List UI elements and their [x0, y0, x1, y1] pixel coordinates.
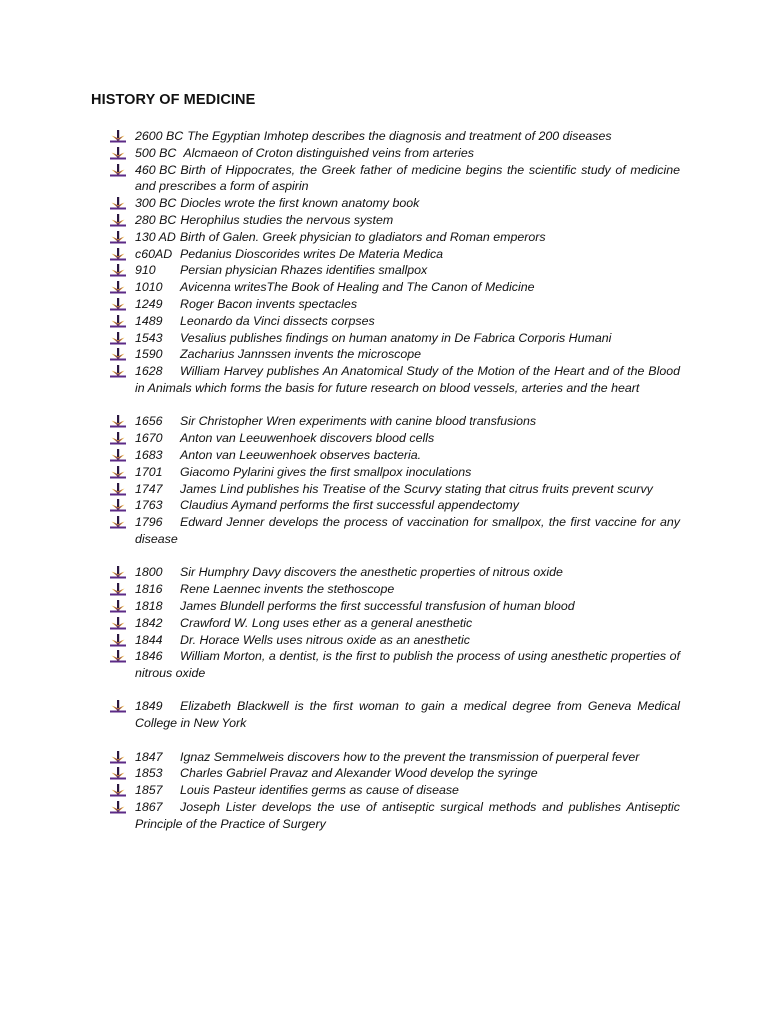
item-text: William Harvey publishes An Anatomical Study of the Motion of the Heart and of the Blood in Animals which forms the basis for future research on blood vessels, arteries and the heart [135, 364, 680, 395]
arrow-bullet-icon [110, 197, 126, 211]
item-text: Elizabeth Blackwell is the first woman to gain a medical degree from Geneva Medical College in New York [135, 699, 680, 731]
item-text: The Egyptian Imhotep describes the diagnosis and treatment of 200 diseases [187, 129, 612, 143]
item-year: 1847 [135, 749, 163, 764]
timeline-group [110, 413, 680, 547]
arrow-bullet-icon [110, 298, 126, 312]
item-text: Zacharius Jannssen invents the microscope [180, 347, 422, 362]
item-year: 1747 [135, 481, 163, 496]
arrow-bullet-icon [110, 214, 126, 228]
item-text: Anton van Leeuwenhoek observes bacteria. [180, 447, 422, 462]
arrow-bullet-icon [110, 264, 126, 278]
item-text: Birth of Hippocrates, the Greek father of medicine begins the scientific study of medicine and prescribes a form of aspirin [135, 162, 680, 194]
item-year: 1818 [135, 598, 163, 613]
list-item [110, 765, 680, 782]
list-item [110, 749, 680, 766]
item-year: 1853 [135, 766, 163, 781]
arrow-bullet-icon [110, 566, 126, 580]
item-year: 1849 [135, 699, 163, 714]
item-text: Edward Jenner develops the process of vaccination for smallpox, the first vaccine for any disease [135, 515, 680, 546]
list-item [110, 212, 680, 229]
arrow-bullet-icon [110, 415, 126, 429]
list-item [110, 279, 680, 296]
item-year: 1844 [135, 632, 163, 647]
list-item [110, 632, 680, 649]
list-item [110, 162, 680, 196]
arrow-bullet-icon [110, 432, 126, 446]
item-year: 1763 [135, 498, 163, 513]
list-item [110, 145, 680, 162]
item-text: Avicenna writesThe Book of Healing and The Canon of Medicine [180, 280, 535, 295]
item-year: 300 BC [135, 196, 177, 211]
item-text: William Morton, a dentist, is the first to publish the process of using anesthetic properties of nitrous oxide [135, 649, 680, 681]
item-text: James Blundell performs the first successful transfusion of human blood [180, 598, 575, 613]
item-text: Anton van Leeuwenhoek discovers blood cells [180, 431, 435, 446]
arrow-bullet-icon [110, 516, 126, 530]
item-text: James Lind publishes his Treatise of the Scurvy stating that citrus fruits prevent scurvy [180, 481, 653, 496]
arrow-bullet-icon [110, 801, 126, 815]
list-item [110, 447, 680, 464]
arrow-bullet-icon [110, 231, 126, 245]
arrow-bullet-icon [110, 751, 126, 765]
item-text: Herophilus studies the nervous system [180, 212, 394, 227]
arrow-bullet-icon [110, 583, 126, 597]
arrow-bullet-icon [110, 147, 126, 161]
list-item [110, 564, 680, 581]
item-text: Dr. Horace Wells uses nitrous oxide as an anesthetic [180, 632, 470, 647]
list-item [110, 195, 680, 212]
list-item [110, 363, 680, 397]
arrow-bullet-icon [110, 767, 126, 781]
arrow-bullet-icon [110, 600, 126, 614]
item-text: Claudius Aymand performs the first successful appendectomy [180, 498, 519, 513]
list-item [110, 648, 680, 682]
timeline-list [110, 128, 680, 833]
item-year: 280 BC [135, 212, 177, 227]
list-item [110, 313, 680, 330]
arrow-bullet-icon [110, 281, 126, 295]
item-text: Pedanius Dioscorides writes De Materia Medica [180, 246, 444, 261]
item-year: 500 BC [135, 145, 177, 160]
item-year: 1846 [135, 649, 163, 664]
list-item [110, 481, 680, 498]
list-item [110, 296, 680, 313]
item-year: 1701 [135, 464, 163, 479]
item-text: Diocles wrote the first known anatomy book [180, 196, 420, 211]
arrow-bullet-icon [110, 332, 126, 346]
item-year: 1816 [135, 582, 163, 597]
arrow-bullet-icon [110, 617, 126, 631]
item-year: 1489 [135, 313, 163, 328]
list-item [110, 346, 680, 363]
arrow-bullet-icon [110, 483, 126, 497]
timeline-group [110, 698, 680, 732]
arrow-bullet-icon [110, 650, 126, 664]
item-text: Persian physician Rhazes identifies smallpox [180, 263, 428, 278]
list-item [110, 330, 680, 347]
list-item [110, 229, 680, 246]
item-text: Vesalius publishes findings on human anatomy in De Fabrica Corporis Humani [180, 330, 612, 345]
list-item [110, 782, 680, 799]
item-year: 2600 BC [135, 129, 184, 143]
arrow-bullet-icon [110, 348, 126, 362]
arrow-bullet-icon [110, 315, 126, 329]
item-year: 910 [135, 263, 156, 278]
list-item [110, 615, 680, 632]
timeline-group [110, 564, 680, 682]
arrow-bullet-icon [110, 365, 126, 379]
item-year: 1683 [135, 447, 163, 462]
item-year: 130 AD [135, 229, 176, 244]
timeline-group [110, 749, 680, 833]
item-year: 1590 [135, 347, 163, 362]
arrow-bullet-icon [110, 164, 126, 178]
item-year: 1656 [135, 414, 163, 429]
item-text: Rene Laennec invents the stethoscope [180, 582, 395, 597]
arrow-bullet-icon [110, 248, 126, 262]
list-item [110, 698, 680, 732]
list-item [110, 799, 680, 833]
item-year: c60AD [135, 246, 173, 261]
timeline-group [110, 128, 680, 397]
arrow-bullet-icon [110, 130, 126, 144]
item-text: Birth of Galen. Greek physician to gladiators and Roman emperors [179, 229, 546, 244]
arrow-bullet-icon [110, 499, 126, 513]
arrow-bullet-icon [110, 634, 126, 648]
list-item [110, 514, 680, 548]
item-year: 460 BC [135, 162, 177, 177]
arrow-bullet-icon [110, 700, 126, 714]
item-text: Joseph Lister develops the use of antiseptic surgical methods and publishes Antiseptic Principle of the Practice of Surgery [135, 800, 680, 831]
arrow-bullet-icon [110, 784, 126, 798]
item-text: Ignaz Semmelweis discovers how to the prevent the transmission of puerperal fever [180, 749, 640, 764]
list-item [110, 598, 680, 615]
item-year: 1796 [135, 515, 163, 530]
list-item [110, 497, 680, 514]
item-text: Sir Humphry Davy discovers the anesthetic properties of nitrous oxide [180, 565, 563, 580]
item-year: 1670 [135, 431, 163, 446]
item-text: Louis Pasteur identifies germs as cause of disease [180, 783, 459, 798]
list-item [110, 262, 680, 279]
arrow-bullet-icon [110, 449, 126, 463]
item-text: Alcmaeon of Croton distinguished veins from arteries [180, 145, 474, 160]
list-item [110, 413, 680, 430]
item-year: 1867 [135, 800, 163, 815]
list-item [110, 581, 680, 598]
item-text: Roger Bacon invents spectacles [180, 296, 358, 311]
document-title: HISTORY OF MEDICINE [91, 92, 256, 108]
item-year: 1543 [135, 330, 163, 345]
item-text: Leonardo da Vinci dissects corpses [180, 313, 375, 328]
item-year: 1857 [135, 783, 163, 798]
item-year: 1842 [135, 615, 163, 630]
item-text: Giacomo Pylarini gives the first smallpox inoculations [180, 464, 472, 479]
item-year: 1249 [135, 296, 163, 311]
arrow-bullet-icon [110, 466, 126, 480]
item-year: 1010 [135, 280, 163, 295]
list-item [110, 246, 680, 263]
item-year: 1628 [135, 364, 163, 379]
list-item [110, 430, 680, 447]
list-item [110, 464, 680, 481]
item-text: Sir Christopher Wren experiments with canine blood transfusions [180, 414, 537, 429]
list-item [110, 128, 680, 145]
item-year: 1800 [135, 565, 163, 580]
item-text: Charles Gabriel Pravaz and Alexander Wood develop the syringe [180, 766, 538, 781]
item-text: Crawford W. Long uses ether as a general anesthetic [180, 615, 473, 630]
